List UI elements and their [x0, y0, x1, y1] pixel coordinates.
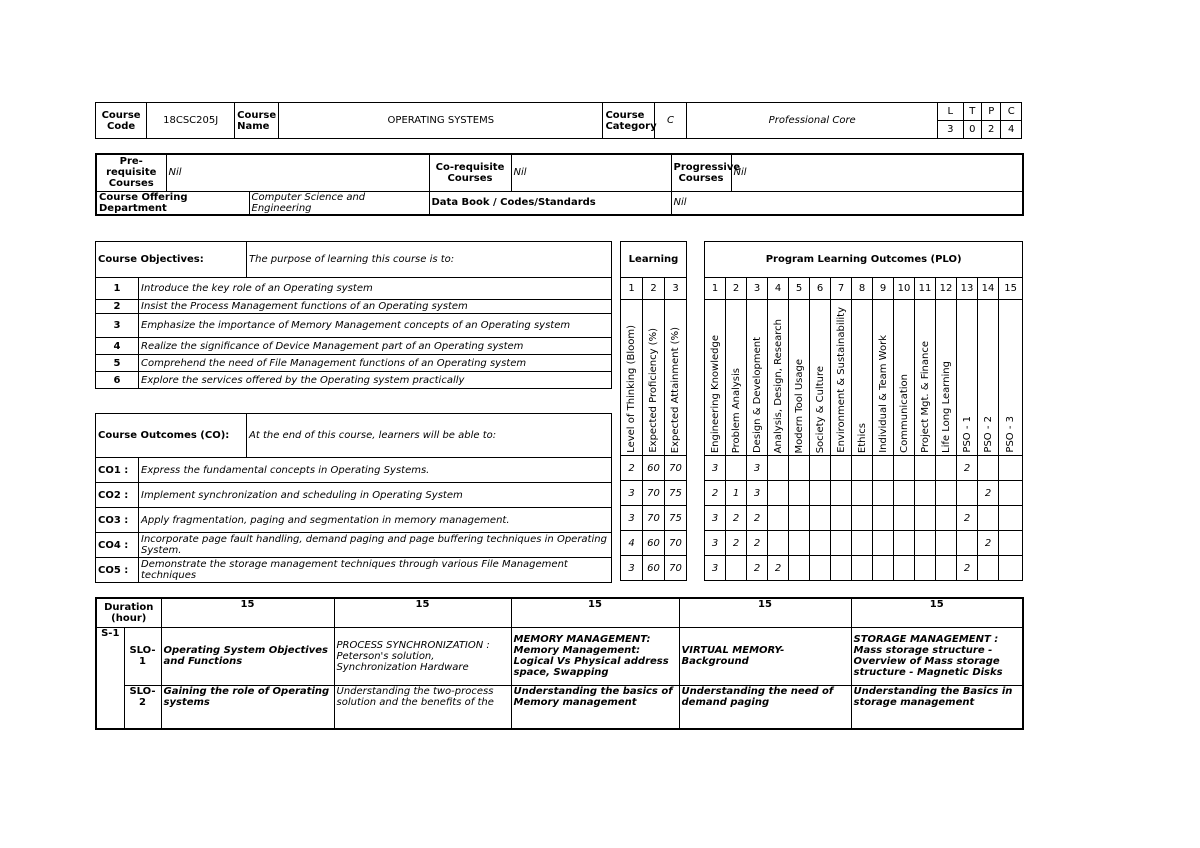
objective-num: 1: [96, 278, 139, 300]
plo-col-number: 7: [831, 278, 852, 300]
plo-value: [831, 456, 852, 481]
plo-rotated-cell: [936, 300, 957, 456]
plo-rotated-cell: [894, 300, 915, 456]
plo-value: [810, 481, 831, 506]
course-name: OPERATING SYSTEMS: [279, 103, 603, 139]
plo-value: [873, 506, 894, 531]
plo-value: 2: [978, 481, 999, 506]
co-text: Express the fundamental concepts in Operating Systems.: [139, 458, 612, 483]
co3-l3: 75: [665, 506, 687, 531]
plo-value: [831, 481, 852, 506]
co3-l2: 70: [643, 506, 665, 531]
plo-rotated-cell: [999, 300, 1023, 456]
plo-rotated-label: Project Mgt. & Finance: [919, 341, 931, 453]
plo-value: 3: [747, 456, 768, 481]
plo-value: [831, 556, 852, 581]
plo-value: [873, 456, 894, 481]
plo-rotated-cell: [810, 300, 831, 456]
slo1-cell: VIRTUAL MEMORY- Background: [679, 627, 851, 685]
learning-header: Learning: [621, 242, 687, 278]
plo-rotated-label: Engineering Knowledge: [709, 334, 721, 453]
plo-value: [873, 556, 894, 581]
slo2-label: SLO-2: [124, 685, 161, 729]
plo-col-number: 10: [894, 278, 915, 300]
duration-hours: 15: [334, 598, 511, 627]
plo-value: [915, 506, 936, 531]
plo-value: [999, 531, 1023, 556]
plo-value: [873, 531, 894, 556]
plo-value: [768, 506, 789, 531]
co4-l2: 60: [643, 531, 665, 556]
duration-label: Duration (hour): [96, 598, 161, 627]
plo-value: [978, 506, 999, 531]
plo-rotated-cell: [726, 300, 747, 456]
plo-value: [831, 531, 852, 556]
objective-text: Insist the Process Management functions of an Operating system: [139, 300, 612, 314]
plo-rotated-cell: [852, 300, 873, 456]
plo-value: [894, 506, 915, 531]
plo-value: [999, 481, 1023, 506]
objective-num: 5: [96, 355, 139, 372]
plo-rotated-label: Ethics: [856, 422, 868, 453]
co5-l3: 70: [665, 556, 687, 581]
duration-hours: 15: [679, 598, 851, 627]
ltpc-header-c: C: [1001, 103, 1022, 121]
outcomes-header: Course Outcomes (CO):: [96, 414, 247, 458]
ltpc-value-c: 4: [1001, 121, 1022, 139]
plo-value: 3: [705, 531, 726, 556]
plo-value: [894, 456, 915, 481]
plo-col-number: 11: [915, 278, 936, 300]
ltpc-header-l: L: [938, 103, 964, 121]
learning-col: 1: [621, 278, 643, 300]
plo-value: [936, 556, 957, 581]
plo-value: [852, 531, 873, 556]
co5-l1: 3: [621, 556, 643, 581]
plo-value: [810, 531, 831, 556]
co-text: Incorporate page fault handling, demand paging and page buffering techniques in Operating System.: [139, 533, 612, 558]
plo-value: [789, 531, 810, 556]
plo-rotated-label: Design & Development: [751, 336, 763, 453]
objectives-header: Course Objectives:: [96, 242, 247, 278]
co-code: CO4 :: [96, 533, 139, 558]
slo1-cell: STORAGE MANAGEMENT : Mass storage structure - Overview of Mass storage structure - Magnetic Disks: [851, 627, 1023, 685]
co4-l1: 4: [621, 531, 643, 556]
plo-rotated-label: Life Long Learning: [940, 361, 952, 453]
plo-value: [768, 481, 789, 506]
plo-value: [999, 556, 1023, 581]
plo-value: [915, 481, 936, 506]
co4-l3: 70: [665, 531, 687, 556]
plo-value: 3: [747, 481, 768, 506]
slo1-cell: PROCESS SYNCHRONIZATION : Peterson's solution, Synchronization Hardware: [334, 627, 511, 685]
plo-value: 2: [957, 456, 978, 481]
plo-rotated-label: Society & Culture: [814, 365, 826, 453]
plo-value: 2: [768, 556, 789, 581]
objective-text: Realize the significance of Device Management part of an Operating system: [139, 338, 612, 355]
progressive-value: Nil: [731, 154, 1023, 191]
course-category: C: [654, 103, 687, 139]
objective-num: 6: [96, 372, 139, 389]
plo-value: [831, 506, 852, 531]
plo-rotated-label: PSO - 2: [982, 416, 994, 453]
plo-rotated-cell: [705, 300, 726, 456]
plo-value: [789, 456, 810, 481]
ltpc-header-p: P: [982, 103, 1001, 121]
plo-value: [957, 531, 978, 556]
plo-col-number: 2: [726, 278, 747, 300]
co2-l3: 75: [665, 481, 687, 506]
co1-l3: 70: [665, 456, 687, 481]
progressive-label: Progressive Courses: [671, 154, 731, 191]
plo-rotated-label: Communication: [898, 374, 910, 453]
plo-rotated-cell: [978, 300, 999, 456]
plo-value: [810, 556, 831, 581]
plo-col-number: 14: [978, 278, 999, 300]
co-code: CO1 :: [96, 458, 139, 483]
co-requisite-label: Co-requisite Courses: [429, 154, 511, 191]
co-text: Apply fragmentation, paging and segmentation in memory management.: [139, 508, 612, 533]
session-label: S-1: [96, 627, 124, 729]
course-code-label: Course Code: [96, 103, 147, 139]
co3-l1: 3: [621, 506, 643, 531]
outcomes-table: [95, 413, 612, 583]
plo-value: 3: [705, 506, 726, 531]
slo2-cell: Understanding the Basics in storage management: [851, 685, 1023, 729]
plo-rotated-label: Individual & Team Work: [877, 335, 889, 453]
plo-value: [957, 481, 978, 506]
co2-l2: 70: [643, 481, 665, 506]
plo-col-number: 4: [768, 278, 789, 300]
objectives-intro: The purpose of learning this course is to:: [247, 242, 612, 278]
plo-rotated-cell: [747, 300, 768, 456]
databook-label: Data Book / Codes/Standards: [429, 191, 671, 215]
plo-value: 2: [957, 506, 978, 531]
schedule-table: [95, 597, 1024, 730]
co-text: Implement synchronization and scheduling in Operating System: [139, 483, 612, 508]
plo-value: 2: [978, 531, 999, 556]
learning-rotated-label: Expected Attainment (%): [670, 326, 681, 453]
plo-rotated-cell: [873, 300, 894, 456]
objective-num: 3: [96, 314, 139, 338]
plo-value: [999, 506, 1023, 531]
plo-value: [789, 506, 810, 531]
course-category-label: Course Category: [603, 103, 654, 139]
plo-col-number: 3: [747, 278, 768, 300]
plo-value: [915, 556, 936, 581]
course-name-label: Course Name: [235, 103, 279, 139]
objectives-table: [95, 241, 612, 389]
dept-value: Computer Science and Engineering: [249, 191, 429, 215]
plo-value: 3: [705, 456, 726, 481]
plo-col-number: 1: [705, 278, 726, 300]
plo-col-number: 9: [873, 278, 894, 300]
plo-rotated-cell: [789, 300, 810, 456]
plo-value: 2: [705, 481, 726, 506]
plo-rotated-label: PSO - 1: [961, 416, 973, 453]
requisites-table: [95, 153, 1024, 216]
plo-value: [936, 456, 957, 481]
learning-col: 3: [665, 278, 687, 300]
learning-rotated-label: Level of Thinking (Bloom): [626, 325, 637, 453]
plo-value: [936, 506, 957, 531]
plo-rotated-cell: [915, 300, 936, 456]
pre-requisite-label: Pre-requisite Courses: [96, 154, 166, 191]
plo-rotated-label: PSO - 3: [1005, 416, 1017, 453]
plo-value: [810, 456, 831, 481]
plo-value: [915, 531, 936, 556]
plo-col-number: 12: [936, 278, 957, 300]
co-code: CO5 :: [96, 558, 139, 583]
slo1-cell: Operating System Objectives and Functions: [161, 627, 334, 685]
slo2-cell: Gaining the role of Operating systems: [161, 685, 334, 729]
co1-l1: 2: [621, 456, 643, 481]
duration-hours: 15: [161, 598, 334, 627]
plo-value: [810, 506, 831, 531]
objective-text: Explore the services offered by the Operating system practically: [139, 372, 612, 389]
objective-text: Introduce the key role of an Operating system: [139, 278, 612, 300]
plo-value: [852, 556, 873, 581]
plo-value: [915, 456, 936, 481]
co-code: CO3 :: [96, 508, 139, 533]
co-code: CO2 :: [96, 483, 139, 508]
objective-num: 2: [96, 300, 139, 314]
plo-rotated-label: Problem Analysis: [730, 367, 742, 453]
plo-value: [726, 456, 747, 481]
plo-rotated-label: Analysis, Design, Research: [772, 318, 784, 453]
plo-value: [978, 456, 999, 481]
course-info-table: [95, 102, 1022, 139]
plo-rotated-label: Modern Tool Usage: [793, 358, 805, 453]
plo-col-number: 8: [852, 278, 873, 300]
slo2-cell: Understanding the need of demand paging: [679, 685, 851, 729]
plo-value: [726, 556, 747, 581]
plo-value: 2: [747, 506, 768, 531]
plo-col-number: 6: [810, 278, 831, 300]
plo-table: [704, 241, 1023, 581]
plo-value: [999, 456, 1023, 481]
slo2-cell: Understanding the basics of Memory management: [511, 685, 679, 729]
objective-text: Emphasize the importance of Memory Management concepts of an Operating system: [139, 314, 612, 338]
pre-requisite-value: Nil: [166, 154, 429, 191]
plo-value: [768, 531, 789, 556]
outcomes-intro: At the end of this course, learners will be able to:: [247, 414, 612, 458]
plo-rotated-cell: [957, 300, 978, 456]
plo-value: [936, 481, 957, 506]
course-code: 18CSC205J: [147, 103, 235, 139]
plo-value: 2: [747, 531, 768, 556]
co-requisite-value: Nil: [511, 154, 671, 191]
plo-rotated-cell: [768, 300, 789, 456]
plo-value: [873, 481, 894, 506]
co2-l1: 3: [621, 481, 643, 506]
plo-value: [894, 556, 915, 581]
plo-value: 2: [957, 556, 978, 581]
plo-col-number: 13: [957, 278, 978, 300]
plo-value: [894, 481, 915, 506]
plo-value: [789, 481, 810, 506]
learning-col: 2: [643, 278, 665, 300]
plo-value: 2: [747, 556, 768, 581]
co1-l2: 60: [643, 456, 665, 481]
plo-col-number: 5: [789, 278, 810, 300]
ltpc-value-l: 3: [938, 121, 964, 139]
plo-rotated-label: Environment & Sustainability: [835, 307, 847, 453]
slo1-label: SLO-1: [124, 627, 161, 685]
objective-num: 4: [96, 338, 139, 355]
plo-value: [978, 556, 999, 581]
ltpc-header-t: T: [963, 103, 981, 121]
plo-value: [894, 531, 915, 556]
learning-rotated-label: Expected Proficiency (%): [648, 328, 659, 453]
slo1-cell: MEMORY MANAGEMENT: Memory Management: Logical Vs Physical address space, Swapping: [511, 627, 679, 685]
plo-value: [852, 481, 873, 506]
plo-value: 1: [726, 481, 747, 506]
slo2-cell: Understanding the two-process solution and the benefits of the: [334, 685, 511, 729]
plo-value: [852, 506, 873, 531]
plo-value: 2: [726, 506, 747, 531]
plo-col-number: 15: [999, 278, 1023, 300]
learning-table: [620, 241, 687, 581]
co-text: Demonstrate the storage management techniques through various File Management techniques: [139, 558, 612, 583]
ltpc-value-p: 2: [982, 121, 1001, 139]
objective-text: Comprehend the need of File Management functions of an Operating system: [139, 355, 612, 372]
duration-hours: 15: [851, 598, 1023, 627]
plo-value: [936, 531, 957, 556]
databook-value: Nil: [671, 191, 1023, 215]
dept-label: Course Offering Department: [96, 191, 249, 215]
plo-value: 2: [726, 531, 747, 556]
course-category-name: Professional Core: [687, 103, 938, 139]
co5-l2: 60: [643, 556, 665, 581]
plo-value: [789, 556, 810, 581]
plo-header: Program Learning Outcomes (PLO): [705, 242, 1023, 278]
plo-value: [768, 456, 789, 481]
ltpc-value-t: 0: [963, 121, 981, 139]
plo-value: [852, 456, 873, 481]
plo-value: 3: [705, 556, 726, 581]
plo-rotated-cell: [831, 300, 852, 456]
duration-hours: 15: [511, 598, 679, 627]
